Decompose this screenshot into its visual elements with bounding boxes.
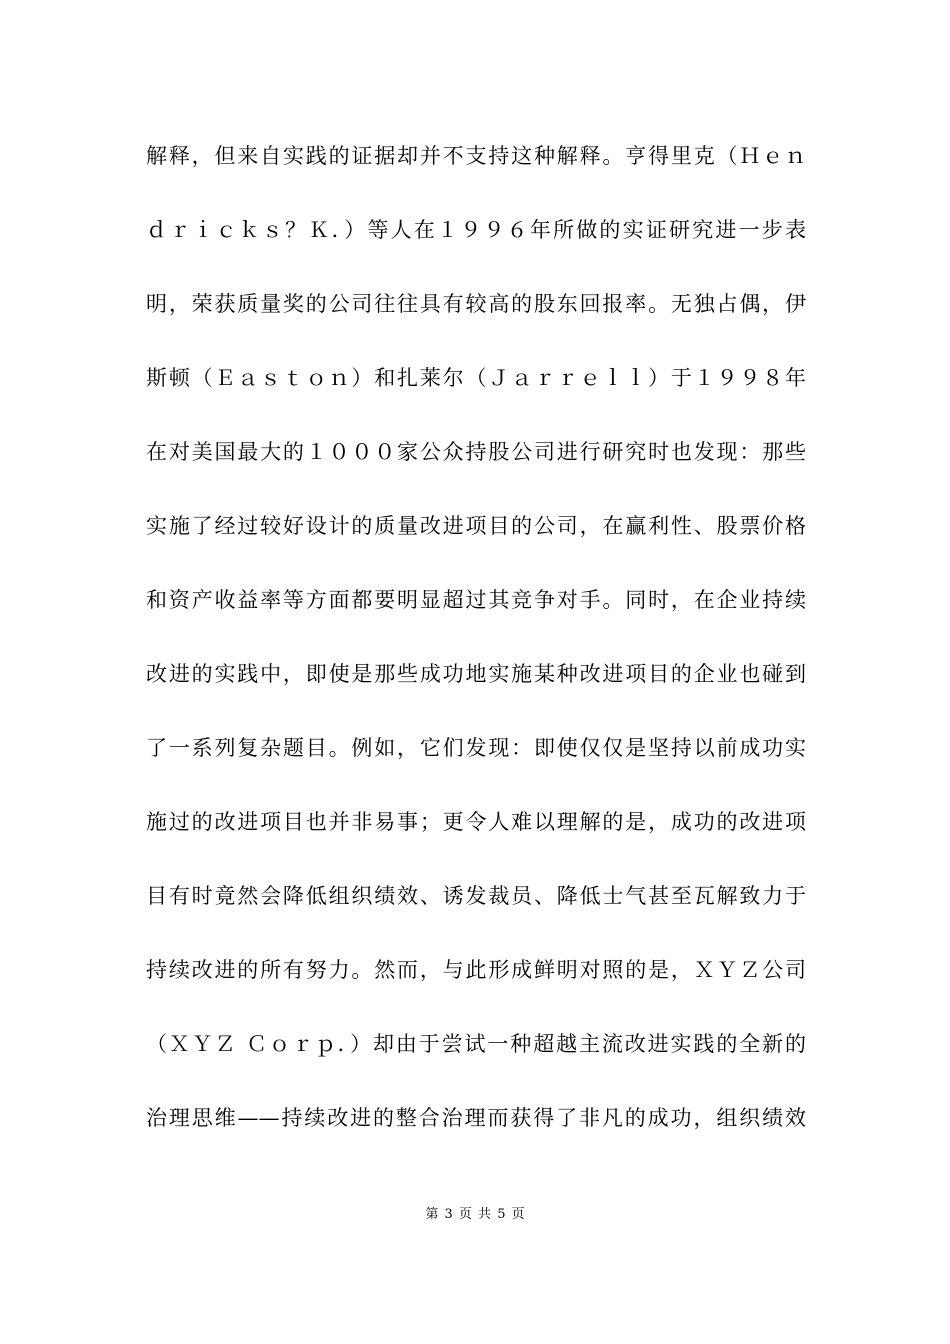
text-line: 治理思维——持续改进的整合治理而获得了非凡的成功，组织绩效 xyxy=(146,1106,806,1130)
text-line: ｄｒｉｃｋｓ？Ｋ．）等人在１９９６年所做的实证研究进一步表 xyxy=(146,218,806,242)
body-paragraph xyxy=(146,134,806,1170)
text-line: 明，荣获质量奖的公司往往具有较高的股东回报率。无独占偶，伊 xyxy=(146,292,806,316)
text-line: 目有时竟然会降低组织绩效、诱发裁员、降低士气甚至瓦解致力于 xyxy=(146,884,806,908)
text-line: 实施了经过较好设计的质量改进项目的公司，在赢利性、股票价格 xyxy=(146,514,806,538)
text-line: 在对美国最大的１０００家公众持股公司进行研究时也发现：那些 xyxy=(146,440,806,464)
text-line: （ＸＹＺ Ｃｏｒｐ．）却由于尝试一种超越主流改进实践的全新的 xyxy=(146,1032,806,1056)
text-line: 持续改进的所有努力。然而，与此形成鲜明对照的是，ＸＹＺ公司 xyxy=(146,958,806,982)
text-line: 斯顿（Ｅａｓｔｏｎ）和扎莱尔（Ｊａｒｒｅｌｌ）于１９９８年 xyxy=(146,366,806,390)
text-line: 解释，但来自实践的证据却并不支持这种解释。亨得里克（Ｈｅｎ xyxy=(146,144,806,168)
text-line: 施过的改进项目也并非易事；更令人难以理解的是，成功的改进项 xyxy=(146,810,806,834)
text-line: 改进的实践中，即使是那些成功地实施某种改进项目的企业也碰到 xyxy=(146,662,806,686)
text-line: 和资产收益率等方面都要明显超过其竞争对手。同时，在企业持续 xyxy=(146,588,806,612)
page-number-footer: 第 3 页 共 5 页 xyxy=(425,1207,525,1222)
text-line: 了一系列复杂题目。例如，它们发现：即使仅仅是坚持以前成功实 xyxy=(146,736,806,760)
